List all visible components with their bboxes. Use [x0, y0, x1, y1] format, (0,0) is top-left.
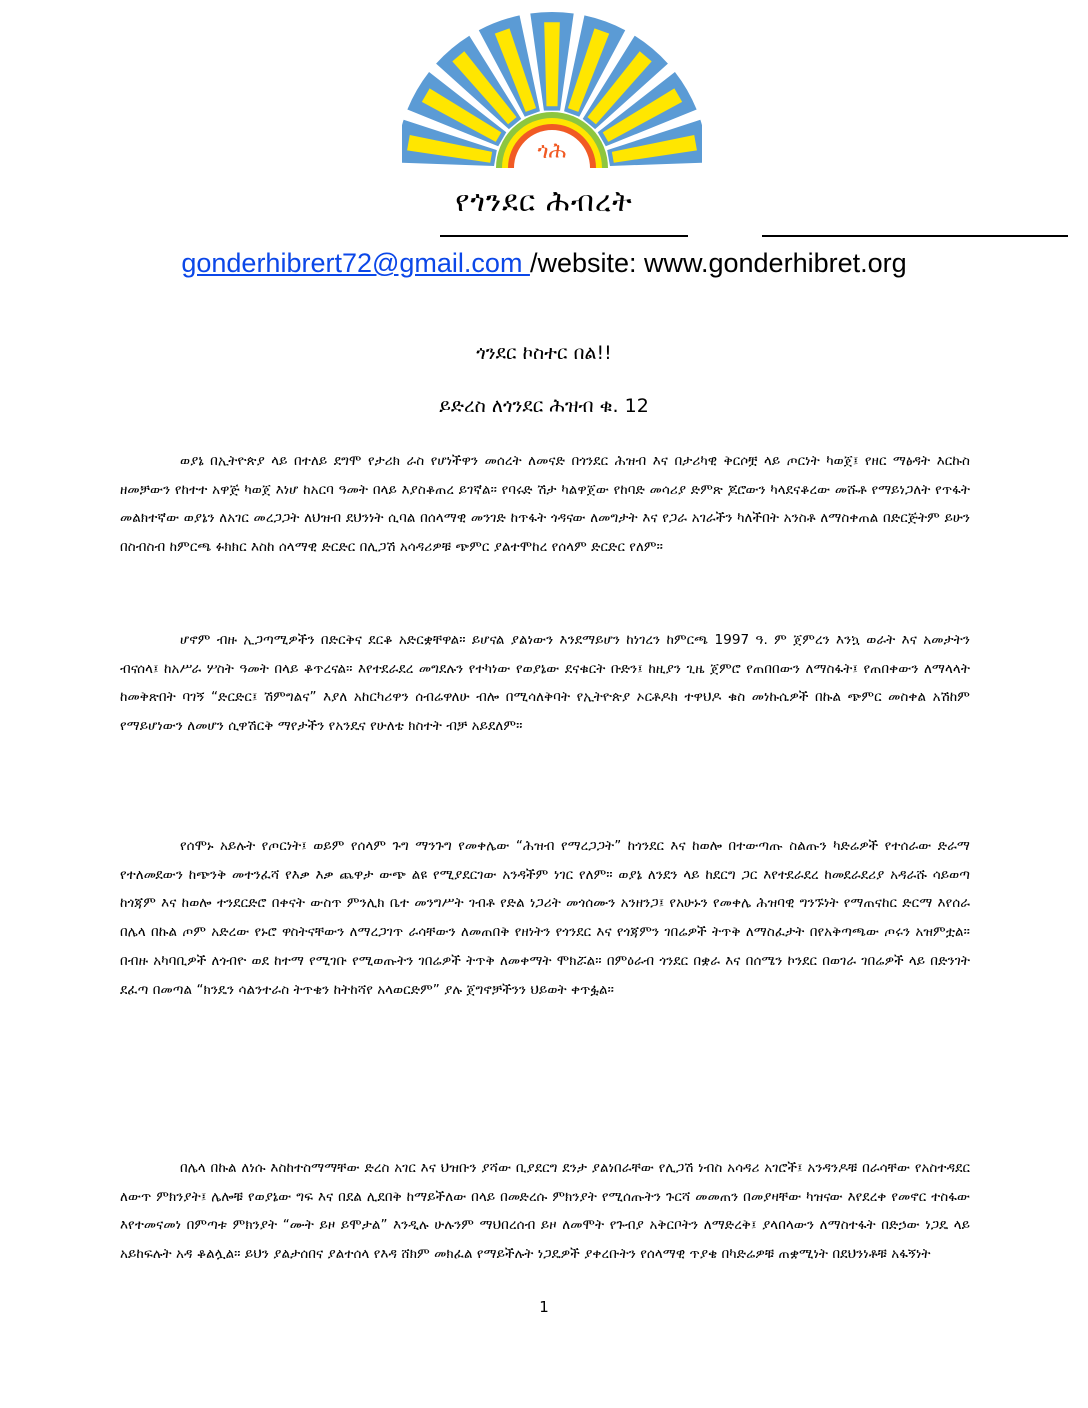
- page-subtitle: ይድረስ ለጎንደር ሕዝብ ቁ. 12: [439, 395, 649, 417]
- organization-name: የጎንደር ሕብረት: [455, 184, 633, 218]
- paragraph-3: የሰሞኑ አይሉት የጦርነት፤ ወይም የሰላም ጉግ ማንጉግ የመቀሌው “ሕዝብ የማረጋጋት” ከጎንደር እና ከወሎ በተውጣጡ ስልጡን ካድሬዎች የተሰራው ድራማ የተለመደውን ከጭንቅ መተንፈሻ የእቃ እቃ ጨዋታ ውጭ ልዩ የሚያደርገው አንዳችም ነገር የለም። ወያኔ ለንደን ላይ ከደርግ ጋር እየተደራደረ ከመደራደሪያ አዳራሹ ሳይወጣ ከጎጃም እና ከወሎ ተንደርድሮ በቀናት ውስጥ ምንሊክ ቤተ መንግሥት ገብቶ የድል ነጋሪት መጎሰሙን አንዘንጋ፤ የአሁኑን የመቀሌ ሕዝባዊ ግንኙነት የማጠናከር ድርማ እየሰራ በሌላ በኩል ጦም አድረው የኑሮ ዋስትናቸውን ለማረጋገጥ ራሳቸውን ለመጠበቅ የዘነትን የጎንደር እና የጎጃምን ገበሬዎች ትጥቅ ለማስፈታት በየአቅጣጫው ጦሩን አዝምቷል። በብዙ አካባቢዎች ለጎብዮ ወደ ከተማ የሚገቡ የሚወጡትን ገበሬዎች ትጥቅ ለመቀማት ሞክሯል። በምዕራብ ጎንደር በቋራ እና በሰሜን ኮንደር በወገራ ገበሬዎች ላይ በድንገት ደፈጣ በመጣል “ክንዴን ሳልንተራስ ትጥቄን ከትከሻየ አላወርድም” ያሉ ጀግኖቻችንን ህይወት ቀጥፏል።: [120, 838, 970, 998]
- page-number: 1: [539, 1298, 549, 1316]
- header-rule-right: [762, 235, 1068, 237]
- website-text: /website: www.gonderhibret.org: [529, 248, 907, 278]
- paragraph-4: በሌላ በኩል ለነሱ እስከተስማማቸው ድረስ አገር እና ህዝቡን ያሻው ቢያደርግ ደንታ ያልነበራቸው የሊጋሽ ነብስ አሳዳሪ አገሮች፤ አንዳንዶቹ በራሳቸው የአስተዳደር ለውጥ ምክንያት፤ ሌሎቹ የወያኔው ግፍ እና በደል ሊደበቅ ከማይችለው በላይ በመድረሱ ምክንያት የሚሰጡትን ጉርሻ መመጠን በመያዛቸው ካዝናው እየደረቀ የመኖር ተስፋው እየተመናመነ በምጣቱ ምክንያት “ሙት ይዞ ይሞታል” እንዲሉ ሁሉንም ማህበረሰብ ይዞ ለመሞት የጉብያ አቅርቦትን ለማድረቅ፤ ያላበላውን ለማስተፋት በድኃው ነጋዴ ላይ አይከፍሉት አዳ ቆልሏል። ይህን ያልታሰበና ያልተሰላ የእዳ ሸክም መክፈል የማይችሉት ነጋዴዎች ያቀረቡትን የሰላማዊ ጥያቄ በካድሬዎቹ ጠቋሚነት በደህንነቶቹ አፋኝነት: [120, 1160, 971, 1263]
- page-title: ጎንደር ኮስተር በል!!: [476, 342, 612, 364]
- gonder-hibret-logo: [402, 0, 702, 170]
- logo-text: ጎሕ: [537, 139, 567, 164]
- header-rule-left: [440, 235, 688, 237]
- paragraph-1: ወያኔ በኢትዮጵያ ላይ በተለይ ደግሞ የታሪክ ራስ የሆነችዋን መሰረት ለመናድ በጎንደር ሕዝብ እና በታሪካዊ ቅርሶቿ ላይ ጦርነት ካወጀ፤ የዘር ማፅዳት እርኩስ ዘመቻውን የከተተ አዋጅ ካወጀ እነሆ ከአርባ ዓመት በላይ እያስቆጠረ ይገኛል። የባሩድ ሽታ ካልዋጀው የከባድ መሳሪያ ድምጽ ጆሮውን ካላደናቆረው መሹቶ የማይነጋለት የጥፋት መልክተኛው ወያኔን ለአገር መረጋጋት ለህዝብ ደህንነት ሲባል በሰላማዊ መንገድ ከጥፋት ጎዳናው ለመግታት እና የጋራ አገራችን ካለችበት አንስቶ ለማስቀጠል በድርጅትም ይሁን በስብስብ ከምርጫ ፉክክር እስከ ሰላማዊ ድርድር በሊጋሽ አሳዳሪዎቹ ጭምር ያልተሞከረ የሰላም ድርድር የለም።: [120, 453, 970, 556]
- contact-line: [0, 248, 1088, 279]
- logo-ray-inner: [544, 22, 560, 106]
- paragraph-2: ሆኖም ብዙ ኢጋጣሚዎችን በድርቅና ደርቆ አድርቋቸዋል። ይሆናል ያልነውን እንደማይሆን ከነገረን ከምርጫ 1997 ዓ. ም ጀምረን እንኳ ወራት እና አመታትን ብናሰላ፤ ከአሥራ ሦስት ዓመት በላይ ቆጥረናል። እየተደራደረ መግደሉን የተካነው የወያኔው ደናቁርት ቡድን፤ ከዚያን ጊዜ ጀምሮ የጠበበውን ለማስፋት፤ የጠበቀውን ለማላላት ከመቅጽበት ባገኝ “ድርድር፤ ሽምግልና” እያለ አከርካሪዋን ሰብሬዋለሁ ብሎ በሚሳለቅባት የኢትዮጵያ ኦርቶዶክ ተዋህዶ ቁስ መነኩሴዎች በኩል ጭምር መስቀል አሽከም የማይሆነውን ለመሆን ሲዋሽርቅ ማየታችን የአንዴና የሁለቴ ክስተት ብቻ አይደለም።: [120, 632, 970, 735]
- email-link[interactable]: gonderhibrert72@gmail.com: [181, 248, 530, 278]
